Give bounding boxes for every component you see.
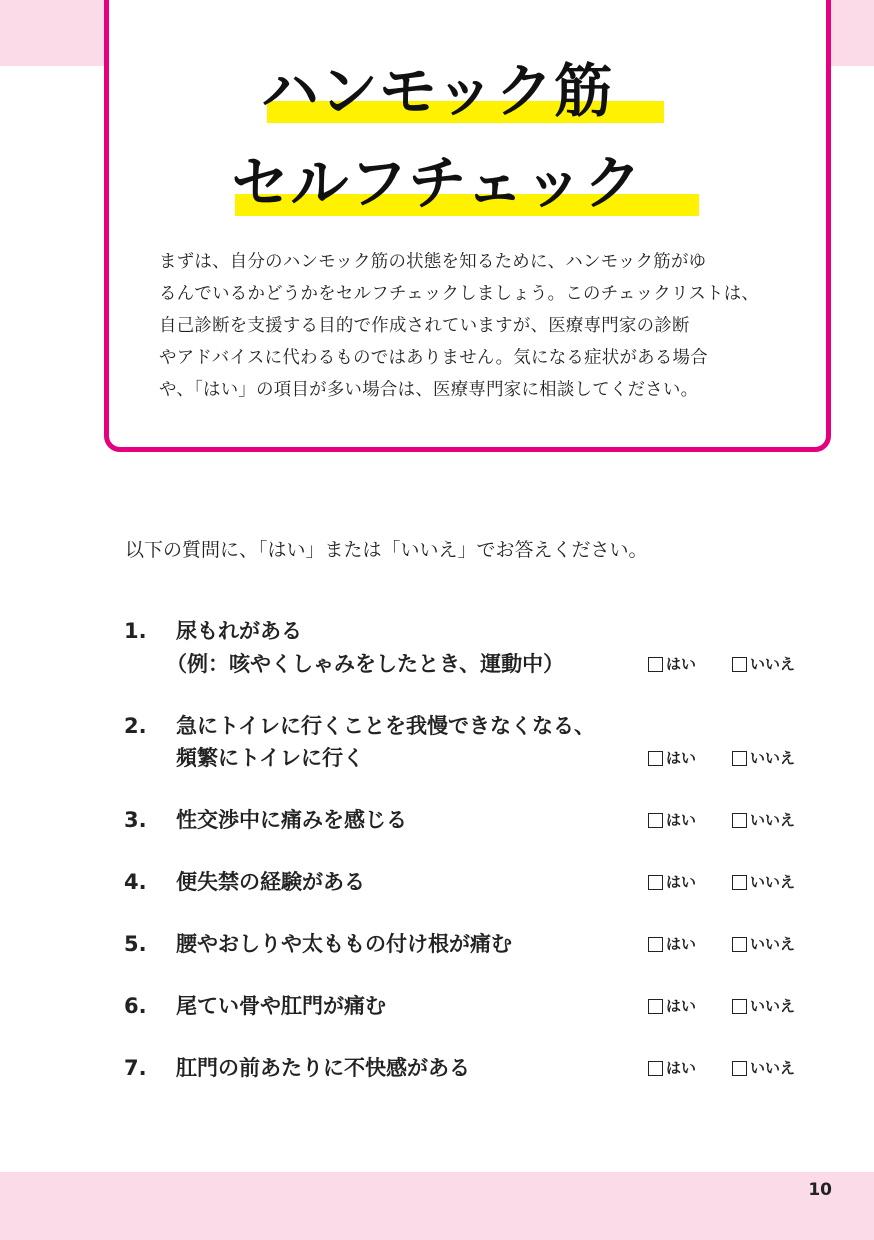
yes-label: はい bbox=[666, 935, 697, 953]
yes-checkbox[interactable] bbox=[648, 746, 696, 770]
yes-checkbox[interactable] bbox=[648, 994, 696, 1018]
page-title-line-1: ハンモック筋 bbox=[260, 57, 614, 125]
checkbox-square-icon bbox=[732, 937, 747, 952]
question-text-line-2: （例：咳やくしゃみをしたとき、運動中） bbox=[166, 652, 565, 676]
question-number: 2. bbox=[124, 714, 147, 738]
checkbox-square-icon bbox=[732, 751, 747, 766]
question-number: 5. bbox=[124, 932, 147, 956]
no-checkbox[interactable] bbox=[732, 652, 795, 676]
checkbox-square-icon bbox=[648, 937, 663, 952]
yes-checkbox[interactable] bbox=[648, 1056, 696, 1080]
checkbox-square-icon bbox=[732, 999, 747, 1014]
bottom-pink-band bbox=[0, 1172, 874, 1240]
no-checkbox[interactable] bbox=[732, 1056, 795, 1080]
no-label: いいえ bbox=[750, 811, 796, 829]
yes-label: はい bbox=[666, 1059, 697, 1077]
intro-paragraph bbox=[159, 246, 779, 406]
question-number: 4. bbox=[124, 870, 147, 894]
question-number: 6. bbox=[124, 994, 147, 1018]
question-number: 1. bbox=[124, 619, 147, 643]
question-text: 腰やおしりや太ももの付け根が痛む bbox=[176, 932, 512, 956]
checkbox-square-icon bbox=[732, 1061, 747, 1076]
no-checkbox[interactable] bbox=[732, 746, 795, 770]
page-title-line-2: セルフチェック bbox=[231, 149, 643, 217]
yes-label: はい bbox=[666, 749, 697, 767]
checkbox-square-icon bbox=[732, 657, 747, 672]
checkbox-square-icon bbox=[648, 999, 663, 1014]
no-label: いいえ bbox=[750, 1059, 796, 1077]
question-text: 急にトイレに行くことを我慢できなくなる、 bbox=[176, 714, 595, 738]
question-number: 7. bbox=[124, 1056, 147, 1080]
intro-line: るんでいるかどうかをセルフチェックしましょう。このチェックリストは、 bbox=[159, 284, 760, 304]
checkbox-square-icon bbox=[648, 751, 663, 766]
yes-label: はい bbox=[666, 997, 697, 1015]
yes-checkbox[interactable] bbox=[648, 932, 696, 956]
yes-label: はい bbox=[666, 873, 697, 891]
no-label: いいえ bbox=[750, 749, 796, 767]
no-label: いいえ bbox=[750, 873, 796, 891]
checkbox-square-icon bbox=[648, 1061, 663, 1076]
question-text: 尾てい骨や肛門が痛む bbox=[176, 994, 386, 1018]
no-label: いいえ bbox=[750, 935, 796, 953]
intro-line: 自己診断を支援する目的で作成されていますが、医療専門家の診断 bbox=[159, 316, 690, 336]
no-checkbox[interactable] bbox=[732, 994, 795, 1018]
no-label: いいえ bbox=[750, 997, 796, 1015]
page-number: 10 bbox=[808, 1180, 832, 1200]
yes-checkbox[interactable] bbox=[648, 808, 696, 832]
yes-label: はい bbox=[666, 655, 697, 673]
checkbox-square-icon bbox=[732, 813, 747, 828]
question-text: 性交渉中に痛みを感じる bbox=[176, 808, 407, 832]
question-number: 3. bbox=[124, 808, 147, 832]
no-label: いいえ bbox=[750, 655, 796, 673]
no-checkbox[interactable] bbox=[732, 932, 795, 956]
question-text: 便失禁の経験がある bbox=[176, 870, 365, 894]
instruction-text: 以下の質問に、「はい」または「いいえ」でお答えください。 bbox=[125, 539, 648, 561]
checkbox-square-icon bbox=[732, 875, 747, 890]
checkbox-square-icon bbox=[648, 813, 663, 828]
question-text: 肛門の前あたりに不快感がある bbox=[176, 1056, 470, 1080]
intro-line: や、「はい」の項目が多い場合は、医療専門家に相談してください。 bbox=[159, 380, 699, 400]
intro-line: まずは、自分のハンモック筋の状態を知るために、ハンモック筋がゆ bbox=[159, 252, 707, 272]
yes-checkbox[interactable] bbox=[648, 870, 696, 894]
yes-label: はい bbox=[666, 811, 697, 829]
intro-line: やアドバイスに代わるものではありません。気になる症状がある場合 bbox=[159, 348, 708, 368]
yes-checkbox[interactable] bbox=[648, 652, 696, 676]
no-checkbox[interactable] bbox=[732, 870, 795, 894]
question-text-line-2: 頻繁にトイレに行く bbox=[176, 746, 364, 770]
no-checkbox[interactable] bbox=[732, 808, 795, 832]
checkbox-square-icon bbox=[648, 875, 663, 890]
question-text: 尿もれがある bbox=[176, 619, 302, 643]
checkbox-square-icon bbox=[648, 657, 663, 672]
